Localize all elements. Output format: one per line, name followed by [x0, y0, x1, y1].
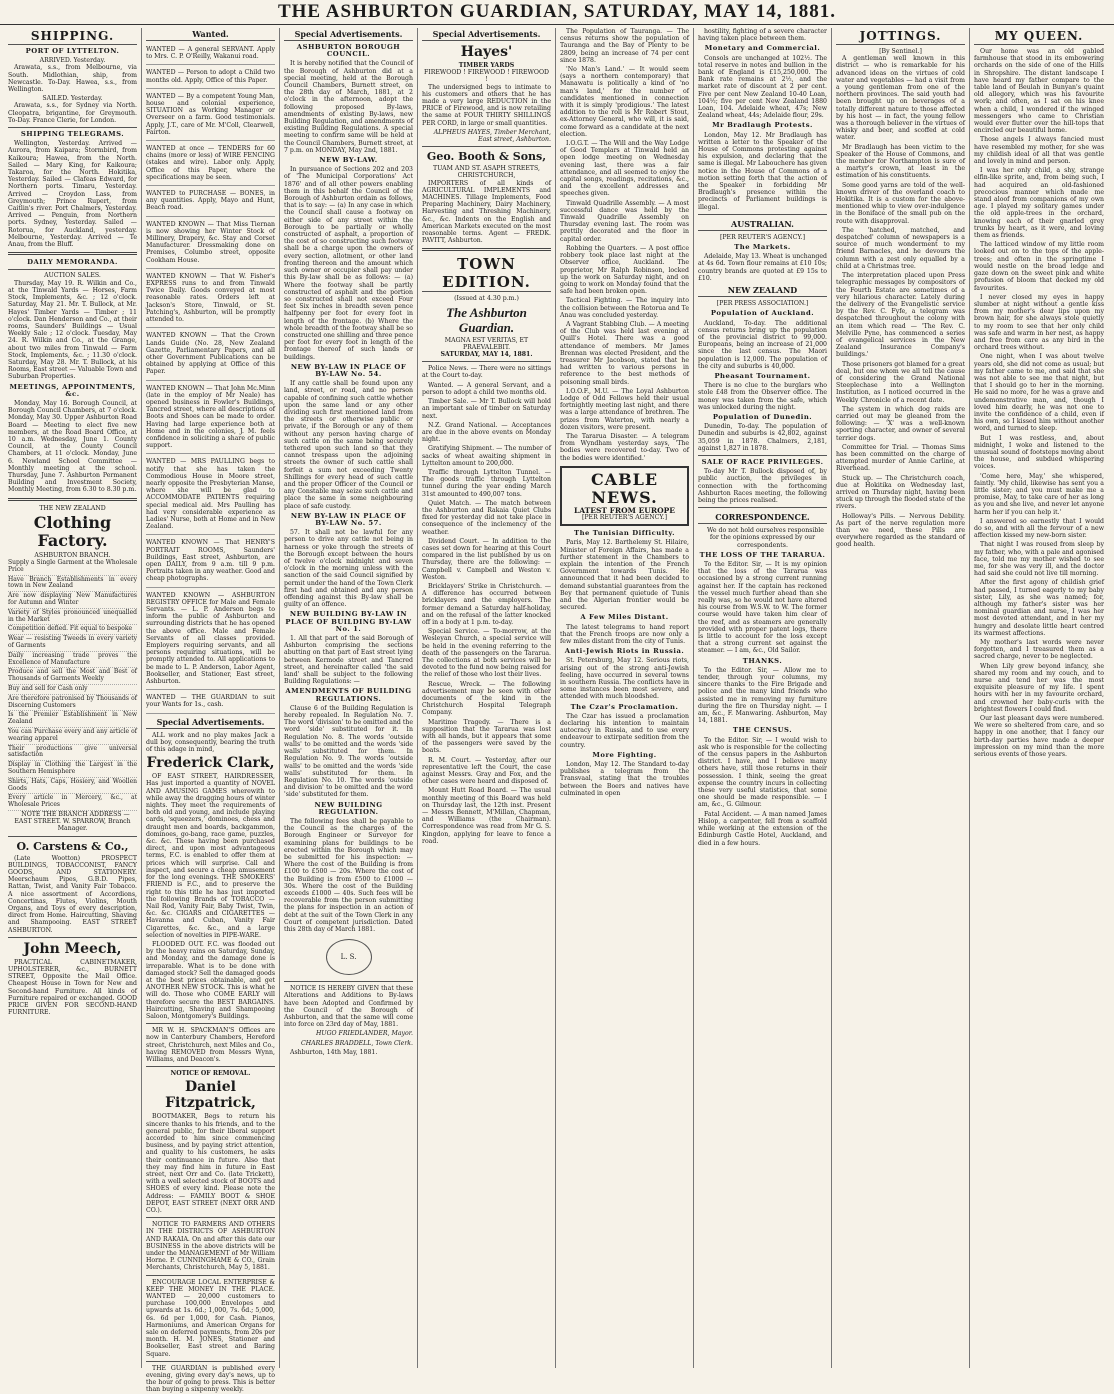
- news-item: R. M. Court. — Yesterday, after our representative left the Court, the case against Messrs. Gray and Fox, and the other cases were heard and disposed of.: [422, 756, 551, 786]
- auckland-heading: Population of Auckland.: [710, 309, 815, 318]
- clothing-row: Produce and sell the Most and Best of Thousands of Garments Weekly: [8, 668, 137, 685]
- fitzpatrick-title: Daniel Fitzpatrick,: [165, 1079, 256, 1112]
- ad-text: WANTED KNOWN — That John Mc.Minn (late in the employ of Mr Neale) has opened business in Fowler's Buildings, Tancred street, where all descriptions of Boots and Shoes can be made to order. Having had large experience both at Home and in the colonies, J. M. feels confidence in soliciting a share of public support.: [146, 384, 275, 450]
- news-item: Gratifying Shipment. — The number of sacks of wheat awaiting shipment in Lyttelton amount to 200,000.: [422, 445, 551, 467]
- tournament-text: There is no clue to the burglars who stole £48 from the Observer office. The money was taken from the safe, which was unlocked during the night.: [698, 382, 827, 411]
- thanks-text: To the Editor. Sir, — Allow me to tender, through your columns, my sincere thanks to the Fire Brigade and police and the many kind friends who assisted me in removing my furniture during the fire on Thursday night. — I am, &c., F. Manwaring. Ashburton, May 14, 1881.: [698, 666, 827, 725]
- news-item: Wanted. — A general Servant, and a person to adopt a child two months old.: [422, 381, 551, 396]
- shipping-heading: SHIPPING.: [8, 28, 137, 45]
- divider: [8, 127, 137, 128]
- council-dateline: Ashburton, 14th May, 1881.: [290, 1048, 378, 1056]
- newspaper-columns: [4, 28, 1110, 1394]
- jottings-para: Those prisoners got blamed for a great deal, but one whom we all tell the cause of considering the Grand National Steeplechase into a Wellington Institution, as I noticed occurred in the Weekly Chronicle of a recent date.: [836, 360, 965, 404]
- divider: [146, 1361, 275, 1362]
- auction-text: Thursday, May 19. R. Wilkin and Co., at the Tinwald Yards — Horses, Farm Stock, Implements, &c. ; 12 o'clock. Saturday, May 21. Mr. T. Bullock, at Mr. Hayes' Timber Yards — Timber ; 11 o'clock. Dan Henderson and Co., at their rooms, Saunders' Buildings — Usual Weekly Sale ; 12 o'clock. Tuesday, May 24. R. Wilkin and Co., at the Grange, about two miles from Tinwald — Farm Stock, Implements, &c. ; 11.30 o'clock. Saturday, May 28. Mr. T. Bullock, at his Rooms, East street — Valuable Town and Suburban Properties.: [8, 279, 137, 381]
- auction-heading: AUCTION SALES.: [44, 272, 101, 280]
- correspondence-heading: CORRESPONDENCE.: [698, 511, 827, 524]
- divider: [698, 455, 827, 456]
- story-para: One night, when I was about twelve years old, she did not come as usual; but my father came to me, and said that she was not able to see me that night, but that I should go to her in the morning. He said no more, for he was a grave and undemonstrative man, and, though I loved him dearly, he was not one to invite the confidence of a child, even if his own, so I kissed him without another word, and turned to sleep.: [974, 353, 1104, 433]
- news-item: Tinwald Quadrille Assembly. — A most successful dance was held by the Tinwald Quadrille Assembly on Thursday evening last. The room was prettily decorated and the floor in capital order.: [560, 199, 689, 243]
- ad-text: WANTED KNOWN — ASHBURTON REGISTRY OFFICE for Male and Female Servants. — L. P. Anderson begs to inform the public of Ashburton and surrounding districts that he has opened the above office. Male and Female Servants of all classes provided. Employers requiring servants, and all persons requiring situations, will be promptly attended to. All applications to be made to L. P. Anderson, Labor Agent, Bookseller, and Stationer, East street, Ashburton.: [146, 591, 275, 686]
- tararua-heading: THE LOSS OF THE TARARUA.: [699, 550, 826, 559]
- wanted-ad: [146, 67, 275, 88]
- story-para: That night I was roused from sleep by my father, who, with a pale and agonised face, told me my mother wished to see me, for she was very ill, and the doctor had said she could not live till morning.: [974, 541, 1104, 578]
- czar-text: The Czar has issued a proclamation declaring his intention to maintain autocracy in Russia, and to use every endeavour to extirpate sedition from the country.: [560, 712, 689, 749]
- column-local-news-cable: [556, 28, 694, 1368]
- special-heading: Special Advertisements.: [422, 28, 551, 41]
- race-text: To-day Mr T. Bullock disposed of, by public auction, the privileges in connection with the forthcoming Ashburton Races meeting, the following being the prices realised.: [698, 468, 827, 504]
- divider: [146, 1217, 275, 1218]
- notice-text: NOTICE IS HEREBY GIVEN that these Alterations and Additions to By-laws have been Adopted and Confirmed by the Council of the Borough of Ashburton, and that the same will come into force on 23rd day of May, 1881.: [284, 985, 413, 1029]
- jottings-para: Some good yarns are told of the well-known driver of the overland coach to Hokitika. It is a custom for the above-mentioned whip to view over-indulgence in the Boniface of the small pub on the route with disapproval.: [836, 181, 965, 225]
- cable-news-heading: CABLE NEWS.: [590, 469, 659, 507]
- column-telegrams-correspondence: [694, 28, 832, 1368]
- ad-text: WANTED KNOWN — That W. Fisher's EXPRESS runs to and from Tinwald Twice Daily. Goods conveyed at most reasonable rates. Orders left at Jackson's Store, Tinwald, or St. Patching's, Ashburton, will be promptly attended to.: [146, 272, 275, 324]
- clothing-row: Variety of Styles pronounced unequalled in the Market: [8, 609, 137, 626]
- masthead: THE ASHBURTON GUARDIAN, SATURDAY, MAY 14, 1881.: [0, 0, 1114, 25]
- story-para: I was her only child, a shy, strange elfin-like sprite, and, from being such, I had acquired an old-fashioned precocious manner which made me stand aloof from companions of my own age. I played my solitary games under the old apple-trees in the orchard, knowing each of their gnarled grey trunks by heart, as it were, and loving them as friends.: [974, 167, 1104, 240]
- booth-address: TUAM AND ST. ASAPH STREETS, CHRISTCHURCH,: [433, 165, 540, 180]
- ad-text: WANTED KNOWN — That Miss Tiernan is now showing her Winter Stock of Millinery, Drapery, &c. Stay and Corset Manufacturer. Dressmaking done on Premises, Columbo street, opposite Cookham House.: [146, 220, 275, 264]
- removal-notice: NOTICE OF REMOVAL.: [170, 1070, 251, 1078]
- ad-text: WANTED — Person to adopt a Child two months old. Apply, Office of this Paper.: [146, 69, 275, 84]
- hayes-signature: ALPHEUS HAYES, Timber Merchant, East street, Ashburton.: [433, 128, 551, 144]
- amendments-heading: AMENDMENTS OF BUILDING REGULATIONS.: [285, 687, 412, 703]
- divider: [8, 252, 137, 255]
- divider: [422, 248, 551, 251]
- riots-text: St. Petersburg, May 12. Serious riots, arising out of the strong anti-Jewish feeling, have occurred in several towns in southern Russia. The conflicts have in some instances been most severe, and attended with much bloodshed.: [560, 657, 689, 701]
- markets-text: Adelaide, May 13. Wheat is unchanged at 4s 6d. Town flour remains at £10 10s; country brands are quoted at £9 15s to £10.: [698, 253, 827, 282]
- spackman-text: MR W. H. SPACKMAN'S Offices are now in Canterbury Chambers, Hereford street, Christchurch, next Miles and Co., having REMOVED from Messrs Wynn, Williams, and Deacon's.: [146, 1027, 275, 1063]
- clothing-row: You can Purchase every and any article of wearing apparel: [8, 728, 137, 745]
- news-item: Bricklayers' Strike in Christchurch. — A difference has occurred between bricklayers and the employers. The former demand a Saturday half-holiday, and on the refusal of the latter knocked off in a body at 1 p.m. to-day.: [422, 582, 551, 626]
- seal-mark: L. S.: [326, 939, 372, 975]
- story-para: But I was restless, and, about midnight, I woke and listened to the unusual sound of footsteps moving about the house, and subdued whispering voices.: [974, 434, 1104, 471]
- dunedin-text: Dunedin, To-day. The population of Dunedin and suburbs is 42,802, against 35,059 in 1878. Chalmers, 2,181, against 1,827 in 1878.: [698, 423, 827, 452]
- farmers-notice: NOTICE TO FARMERS AND OTHERS IN THE DISTRICTS OF ASHBURTON AND RAKAIA. On and after this date our BUSINESS in the above districts will be under the MANAGEMENT of Mr William Horne. P. CUNNINGHAME & CO., Grain Merchants, Christchurch, May 5, 1881.: [146, 1221, 275, 1272]
- column-hayes-town-edition: [418, 28, 556, 1368]
- jottings-para: The interpretation placed upon Press telegraphic messages by compositors of the Fourth Estate are sometimes of a very hilarious character. Lately during the delivery of the Evangelistic service by the Rev. C. Fyfe, a telegram was despatched throughout the colony with an item which read — 'The Rev. C. Melville Pyne, has commenced a series of evangelical services in the New Zealand Insurance Company's buildings.': [836, 272, 965, 359]
- clothing-row: Is the Premier Establishment in New Zealand: [8, 711, 137, 728]
- news-item: The Population of Tauranga. — The census returns show the population of Tauranga and the Bay of Plenty to be 2809, being an increase of 74 per cent since 1878.: [560, 28, 689, 64]
- tunisian-text: Paris, May 12. Barthelemy St. Hilaire, Minister of Foreign Affairs, has made a further statement in the Chambers to explain the intention of the French Government towards Tunis. He announced that it had been decided to demand substantial guarantees from the Bey that permanent quietude of Tunis and the Algerian frontier would be secured.: [560, 539, 689, 612]
- clothing-row: Buy and sell for Cash only: [8, 685, 137, 695]
- carstens-title: O. Carstens & Co.,: [16, 839, 129, 853]
- clothing-row: Their productions give universal satisfaction: [8, 745, 137, 762]
- ad-text: WANTED — THE GUARDIAN to suit your Wants for 1s., cash.: [146, 694, 275, 709]
- telegrams-heading: SHIPPING TELEGRAMS.: [20, 130, 125, 139]
- bylaw-heading: NEW BY-LAW.: [319, 156, 378, 165]
- census-text: To the Editor. Sir, — I would wish to ask who is responsible for the collecting of the census papers in the Ashburton district. I have, and I believe many others have, still those returns in their possession. I think, seeing the great expense the country incurs in collecting these very useful statistics, that some one should be made responsible. — I am, &c., G. Gilmour.: [698, 736, 827, 809]
- story-para: I answered so earnestly that I would do so, and with all the fervour of a new affection kissed my new-born sister.: [974, 517, 1104, 540]
- column-shipping: [4, 28, 142, 1368]
- story-para: After the first agony of childish grief had passed, I turned eagerly to my baby sister, Lily, as she was named; for, although my father's sister was her nominal guardian and nurse, I was her most devoted attendant, and in her my hungry and desolate little heart centred its warmest affections.: [974, 579, 1104, 637]
- news-item: I.O.O.F., M.U. — The Loyal Ashburton Lodge of Odd Fellows held their usual fortnightly meeting last night, and there was a large attendance of brethren. The prizes from Waterton, with nearly a dozen visitors, were present.: [560, 387, 689, 431]
- clothing-row: Wear — resisting Tweeds in every variety of Garments: [8, 635, 137, 652]
- news-item: A Vagrant Stabbing Club. — A meeting of the Club was held last evening at Quill's Hotel. There was a good attendance of members. Mr James Brennan was elected President, and the treasurer Mr Jacobson, stated that he had written to various persons in reference to the best methods of poisoning small birds.: [560, 320, 689, 386]
- bylaw54-text: If any cattle shall be found upon any land, street, or road, and no person capable of confining such cattle whether upon the same land or any other dividing such first mentioned land from the streets or otherwise public or private, if the Borough or any of them without any person having charge of such cattle on the same being securely tethered upon such land so that they cannot trespass upon the adjoining streets the owner of such cattle shall forfeit a sum not exceeding Twenty Shillings for every head of such cattle and the proper Officer of the Council or any Constable may seize such cattle and place the same in some neighbouring place of safe custody.: [284, 380, 413, 510]
- clothing-factory-title: Clothing Factory.: [33, 512, 112, 550]
- ad-text: WANTED KNOWN — That the Crown Lands Guide (No. 28, New Zealand Gazette, Parliamentary Papers, and all other Government Publications can be obtained by applying at Office of this Paper.: [146, 332, 275, 376]
- clothing-row: Have Branch Establishments in every town in New Zealand: [8, 576, 137, 593]
- news-item: Tactical Fighting. — The inquiry into the collision between the Rotorua and Te Anau was concluded yesterday.: [560, 297, 689, 319]
- story-para: Our home was an old gabled farmhouse that stood in its embowering orchards on the side of one of the Hills in Shropshire. The distant landscape I have heard my father compare to the table land of Beulah in Bunyan's quaint old allegory, which was his favourite work; and often, as I sat on his knee when a child, I wondered if the winged messengers who came to Christian would ever flutter over the hill-tops that encircled our beautiful home.: [974, 48, 1104, 135]
- my-queen-heading: MY QUEEN.: [974, 28, 1104, 45]
- wanted-heading: Wanted.: [146, 28, 275, 41]
- council-text: It is hereby notified that the Council of the Borough of Ashburton did at a special meeting, held at the Borough Council Chambers, Burnett street, on the 28th day of March, 1881, at 2 o'clock in the afternoon, adopt the following proposed By-laws, amendments of existing By-laws, new Building Regulation, and amendments of existing Building Regulations. A special meeting to confirm same will be held at the Council Chambers, Burnett street, at 7 p.m. on MONDAY, May 2nd, 1881.: [284, 60, 413, 154]
- jottings-heading: JOTTINGS.: [836, 28, 965, 45]
- wanted-ad: [146, 692, 275, 713]
- news-item: Police News. — There were no sittings at the Court to-day.: [422, 365, 551, 380]
- news-item: Fatal Accident. — A man named James Hislop, a carpenter, fell from a scaffold while working at the extension of the Edinburgh Castle Hotel, Auckland, and died in a few hours.: [698, 810, 827, 847]
- bradlaugh-heading: Mr Bradlaugh Protests.: [712, 121, 813, 130]
- cable-news-box: [560, 466, 689, 526]
- news-item: Rescue, Wreck. — The following advertisement may be seen with other documents of the kind in the Christchurch Hospital Telegraph Company.: [422, 680, 551, 717]
- divider: [146, 1066, 275, 1067]
- guardian-ad: THE GUARDIAN is published every evening, giving every day's news, up to the hour of going to press. This is better than buying a sixpenny weekly.: [146, 1364, 275, 1394]
- news-item: Traffic through Lyttelton Tunnel. — The goods traffic through Lyttelton tunnel during the year ending March 31st amounted to 490,007 tons.: [422, 468, 551, 498]
- bylaw57-heading: NEW BY-LAW IN PLACE OF BY-LAW No. 57.: [290, 511, 407, 527]
- clark-title: Frederick Clark,: [146, 755, 275, 772]
- news-item: I.O.G.T. — The Will and the Way Lodge of Good Templars at Tinwald held an open lodge meeting on Wednesday evening last, there was a fair attendance, and all seemed to enjoy the capital songs, readings, recitations, &c., and the excellent addresses and speeches given.: [560, 140, 689, 198]
- news-item: hostility, fighting of a severe character having taken place between them.: [698, 28, 827, 43]
- story-para: My mother's last words were never forgotten, and I treasured them as a sacred charge, never to be neglected.: [974, 639, 1104, 661]
- wanted-ad: [146, 143, 275, 186]
- clark-intro: ALL work and no play makes Jack a dull boy, consequently, bearing the truth of this adage in mind,: [146, 731, 275, 754]
- guardian-motto: MAGNA EST VERITAS, ET PRAEVALEBIT.: [444, 336, 529, 351]
- amendments-text: Clause 6 of the Building Regulation is hereby repealed. In Regulation No. 7. The word 'division' to be omitted and the word 'side' substituted for it. In Regulation No. 8. The words 'outside walls' to be omitted and the words 'side walls' substituted for them. In Regulation No. 9. The words 'outside walls' to be omitted and the words 'side walls' substituted for them. In Regulation No. 10. The words 'outside and division' to be omitted and the word 'side' substituted for them.: [284, 704, 413, 799]
- divider: [8, 937, 137, 938]
- news-item: Dividend Court. — In addition to the cases set down for hearing at this Court compared in the list published by us on Thursday, there are the following: — Campbell v. Campbell and Weston v. Weston.: [422, 537, 551, 581]
- wanted-ad: [146, 537, 275, 587]
- monetary-text: Consols are unchanged at 102½. The total reserve in notes and bullion in the bank of England is £15,250,000. The Bank rate remains at 2½, and the market rate of discount at 2 per cent. Five per cent New Zealand 10-40 Loan, 104½; five per cent New Zealand 1880 Loan, 104. Adelaide wheat, 47s; New Zealand wheat, 44s; Adelaide flour, 29s.: [698, 54, 827, 120]
- clothing-row: Every article in Mercery, &c., at Wholesale Prices: [8, 794, 137, 811]
- tararua-text: To the Editor. Sir, — It is my opinion that the loss of the Tararua was occasioned by a strong current running against her. If the captain has reckoned the vessel much further ahead than she really was, so he would not have altered his course from W.S.W. to W. The former course would have taken him clear of the reef, and as steamers are generally provided with proper patent logs, there is little to account for the loss except that a strong current set against the steamer. — I am, &c., Old Sailor.: [698, 560, 827, 655]
- wanted-ad: [146, 383, 275, 455]
- clothing-row: Daily increasing trade proves the Excellence of Manufacture: [8, 652, 137, 669]
- meetings-heading: MEETINGS, APPOINTMENTS, &c.: [9, 382, 136, 398]
- hayes-subtitle: TIMBER YARDS: [458, 62, 515, 69]
- divider: [422, 361, 551, 362]
- markets-heading: The Markets.: [734, 243, 791, 252]
- story-para: Those angels I always fancied must have resembled my mother, for she was my childish ideal of all that was gentle and lovely in mind and person.: [974, 136, 1104, 166]
- ad-text: WANTED — A general SERVANT. Apply to Mrs. C. P. O'Reilly, Wakanui road.: [146, 46, 275, 61]
- tunisian-heading: The Tunisian Difficulty.: [574, 529, 675, 538]
- jottings-para: Stuck up. — The Christchurch coach, due at Hokitika on Wednesday last, arrived on Thursday night, having been stuck up through the flooded state of the rivers.: [836, 474, 965, 511]
- clothing-branch: ASHBURTON BRANCH.: [34, 551, 111, 559]
- news-item: N.Z. Grand National. — Acceptances are due in the above events on Monday night.: [422, 421, 551, 444]
- divider: [698, 507, 827, 508]
- divider: [146, 1275, 275, 1276]
- port-heading: PORT OF LYTTELTON.: [25, 47, 120, 55]
- fighting-text: London, May 12. The Standard to-day publishes a telegram from the Transvaal, stating that the troubles between the Boers and natives have culminated in open: [560, 761, 689, 797]
- bylaw54-heading: NEW BY-LAW IN PLACE OF BY-LAW No. 54.: [290, 362, 407, 378]
- clothing-row: Are therefore patronised by Thousands of Discerning Customers: [8, 695, 137, 712]
- news-item: Maritime Tragedy. — There is a supposition that the Tararua was lost with all hands, but it appears that some of the passengers were saved by the boats.: [422, 718, 551, 755]
- hayes-text: The undersigned begs to intimate to his customers and others that he has made a very large REDUCTION in the PRICE of Firewood, and is now retailing the same at FOUR THIRTY SHILLINGS PER CORD, in large or small quantities.: [422, 83, 551, 127]
- cable-news-subheading: LATEST FROM EUROPE: [574, 505, 675, 515]
- thanks-heading: THANKS.: [742, 656, 783, 665]
- jottings-para: A gentleman well known in this district — who is remarkable for his advanced ideas on the virtues of cold water and vegetables — had a visit from a young gentleman from one of the northern provinces. The said youth had been brought up on beverages of a totally different nature to those affected by his host — in fact, the young fellow was a thorough believer in the virtues of whisky and beer, and scoffed at cold water.: [836, 55, 965, 142]
- news-item: Special Service. — To-morrow, at the Wesleyan Church, a special service will be held in the evening referring to the death of the passengers on the Tararua. The collections at both services will be devoted to the fund now being raised for the relief of those who lost their lives.: [422, 628, 551, 679]
- monetary-heading: Monetary and Commercial.: [704, 44, 821, 53]
- divider: [698, 214, 827, 215]
- australian-agency: [PER REUTER'S AGENCY.]: [719, 233, 806, 241]
- news-item: 'No Man's Land.' — It would seem (says a northern contemporary) that Manawatu is politically a kind of 'no man's land,' for the number of candidates mentioned in connection with it is simply 'prodigious.' The latest addition to the roll is Mr Robert Stout, ex-Attorney General, who will, it is said, come forward as a candidate at the next election.: [560, 66, 689, 138]
- booth-text: IMPORTERS of all kinds of AGRICULTURAL IMPLEMENTS and MACHINES. Tillage Implements, Food Preparing Machinery, Dairy Machinery, Harvesting and Threshing Machinery, &c., &c. Indents on the English and American Markets executed on the most reasonable terms. Agent — FREDK. PAVITT, Ashburton.: [422, 179, 551, 245]
- wanted-ad: [146, 456, 275, 535]
- building-bylaw-heading: NEW BUILDING BY-LAW IN PLACE OF BUILDING BY-LAW No. 1.: [285, 610, 412, 633]
- clothing-footer: NOTE THE BRANCH ADDRESS — EAST STREET. W. SPARROW, Branch Manager.: [14, 810, 131, 833]
- nz-agency: [PER PRESS ASSOCIATION.]: [716, 300, 809, 308]
- council-title: ASHBURTON BOROUGH COUNCIL.: [296, 43, 401, 59]
- wanted-ad: [146, 271, 275, 328]
- divider: [422, 146, 551, 147]
- correspondence-note: We do not hold ourselves responsible for the opinions expressed by our correspondents.: [707, 527, 824, 549]
- carstens-text: (Late Wootton) PROSPECT BUILDINGS, TOBACCONIST, FANCY GOODS, AND STATIONERY. Meerschaum Pipes, G.B.D. Pipes, Rattan, Twist, and Vanity Fair Tobacco. A nice assortment of Accordions, Concertinas, Flutes, Violins, Mouth Organs, and Toys of every description, direct from Home. Haircutting, Shaving and Shampooing. EAST STREET ASHBURTON.: [8, 854, 137, 934]
- clark-text: OF EAST STREET, HAIRDRESSER, Has just imported a quantity of NOVEL AND AMUSING GAMES wherewith to while away the dragging hours of winter nights. They meet the requirements of both old and young, and include playing cards, 'squeezers,' dominoes, chess and draught men and boards, backgammon, dominoes, go-bang, race game, puzzles, &c. &c. These having been purchased direct, and upon most advantageous terms, F.C. is enabled to offer them at prices which will surprise. Call and inspect, and secure a cheap amusement for the long evenings. THE SMOKERS' FRIEND is F.C., and to preserve the right to this title he has just imported the following Brands of TOBACCO — Nail Rod, Vanity Fair, Baby Twist, Twin, &c. &c. CIGARS and CIGARETTES — Havanna and Cuban, Vanity Fair Cigarettes, &c. &c., and a large selection of novelties in PIPE-WARE.: [146, 773, 275, 939]
- story-para: Our last pleasant days were numbered. We were so sheltered from care, and so happy in one another, that I fancy our birth-day parties have made a deeper impression on my mind than the more serious events of those years.: [974, 715, 1104, 759]
- jottings-para: The system in which dog raids are carried out may be gleaned from the following: — 'X' was a well-known sporting character, and owner of several terrier dogs.: [836, 405, 965, 442]
- sailings-text: Arawata, s.s., for Sydney via North. Cleopatra, brigantine, for Greymouth. To-Day. France Clerie, for London.: [8, 102, 137, 124]
- clothing-row: Display in Clothing the Largest in the Southern Hemisphere: [8, 761, 137, 778]
- bradlaugh-text: London, May 12. Mr Bradlaugh has written a letter to the Speaker of the House of Commons protesting against his expulsion, and declaring that the same is illegal. Mr Labouchere has given notice in the House of Commons of a motion setting forth that the action of the Speaker in forbidding Mr Bradlaugh's presence within the precincts of Parliament buildings is illegal.: [698, 131, 827, 211]
- auckland-text: Auckland, To-day. The additional census returns bring up the population of the provincial district to 99,000. Europeans, being an increase of 21,000 since the last census. The Maori population is 12,000. The population of the city and suburbs is 40,000.: [698, 319, 827, 370]
- news-item: Mount Hutt Road Board. — The usual monthly meeting of this Board was held on Thursday last, the 12th inst. Present — Messrs Bennett, M'Millan, Chapman, and Williams (the Chairman). Correspondence was read from Mr G. S. Kingdon, applying for leave to fence a road.: [422, 787, 551, 845]
- fighting-heading: More Fighting.: [592, 750, 657, 759]
- news-item: Timber Sale. — Mr T. Bullock will hold an important sale of timber on Saturday next.: [422, 398, 551, 420]
- ad-text: WANTED at once — TENDERS for 60 chains (more or less) of WIRE FENCING (stakes and wire). Labor only. Apply, Office of this Paper, where the specifications may be seen.: [146, 145, 275, 181]
- meech-text: PRACTICAL CABINETMAKER, UPHOLSTERER, &c., BURNETT STREET, Opposite the Mail Office. Cheapest House in Town for New and Second-hand Furniture. All kinds of Furniture repaired or exchanged. GOOD PRICE GIVEN FOR SECOND-HAND FURNITURE.: [8, 958, 137, 1017]
- column-council: [280, 28, 418, 1368]
- wanted-ad: [146, 219, 275, 269]
- dunedin-heading: Population of Dunedin.: [712, 412, 813, 421]
- mayor-signature: HUGO FRIEDLANDER, Mayor.: [315, 1030, 413, 1038]
- arrivals-text: Arawata, s.s., from Melbourne, via South. Midlothian, ship, from Newcastle. To-Day. Hawea, s.s., from Wellington.: [8, 64, 137, 94]
- clothing-rows: [8, 559, 137, 811]
- cable-agency: [PER REUTER'S AGENCY.]: [581, 513, 668, 521]
- news-item: Robbing the Quarters. — A post office robbery took place last night at the Observer office, Auckland. The proprietor, Mr Ralph Robinson, locked up the work on Saturday night, and on going to work on Monday found that the safe had been broken open.: [560, 244, 689, 296]
- wanted-ad: [146, 330, 275, 380]
- jottings-para: The 'hatched, matched, and despatched' column of newspapers is a source of much wonderment to my friend Barnacles, and he devours the column with a zest only equalled by a child at a Christmas tree.: [836, 226, 965, 270]
- tournament-heading: Pheasant Tournament.: [714, 371, 811, 380]
- clothing-row: Supply a Single Garment at the Wholesale Price: [8, 559, 137, 576]
- wanted-ad: [146, 188, 275, 217]
- hayes-firewood: FIREWOOD ! FIREWOOD ! FIREWOOD !: [424, 69, 549, 84]
- clothing-row: Are now displaying New Manufactures for Autumn and Winter: [8, 592, 137, 609]
- hayes-title: Hayes': [460, 44, 513, 60]
- australian-heading: AUSTRALIAN.: [698, 218, 827, 231]
- ad-text: WANTED to PURCHASE — BONES, in any quantities. Apply, Mayo and Hunt, Beach road.: [146, 190, 275, 212]
- booth-title: Geo. Booth & Sons,: [426, 150, 547, 164]
- clerk-signature: CHARLES BRADDELL, Town Clerk.: [300, 1039, 413, 1047]
- census-heading: THE CENSUS.: [732, 726, 793, 735]
- clothing-row: Competition defied. Fit equal to bespoke: [8, 625, 137, 635]
- news-item: Quiet Match. — The match between the Ashburton and Rakaia Quiet Clubs fixed for yesterday did not take place in consequence of the inclemency of the weather.: [422, 499, 551, 536]
- column-wanted: [142, 28, 280, 1394]
- new-building-text: The following fees shall be payable to the Council as the charges of the Borough Engineer or Surveyor for examining plans for buildings to be erected within the Borough which may be submitted for his inspection: — Where the cost of the Building is from £100 to £500 — 20s. Where the cost of the Building is from £500 to £1000 — 30s. Where the cost of the Building exceeds £1000 — 40s. Such fees will be recoverable from the person submitting the plans for inspection in an action of debt at the suit of the Town Clerk in any Court of competent jurisdiction. Dated this 28th day of March 1881.: [284, 817, 413, 933]
- flooded-text: FLOODED OUT. F.C. was flooded out by the heavy rains on Saturday, Sunday, and Monday, and the damage done is irreparable. What is to be done with damaged stock? Sell the damaged goods at the best prices obtainable, and get ANOTHER NEW STOCK. This is what he will do. Those who COME EARLY will therefore secure the BEST BARGAINS. Haircutting, Shaving and Shampooing Saloon, Montgomery's Buildings.: [146, 940, 275, 1020]
- wanted-ad: [146, 44, 275, 65]
- meech-title: John Meech,: [23, 940, 122, 957]
- race-heading: SALE OF RACE PRIVILEGES.: [701, 457, 824, 466]
- fewmiles-text: The latest telegrams to hand report that the French troops are now only a few miles distant from the city of Tunis.: [560, 623, 689, 646]
- divider: [284, 981, 413, 982]
- bylaw57-text: 57. It shall not be lawful for any person to drive any cattle not being in harness or yoke through the streets of the Borough except between the hours of twelve o'clock midnight and seven o'clock in the morning unless with the sanction of the said Council signified by permit under the hand of the Town Clerk first had and obtained and any person offending against this By-law shall be guilty of an offence.: [284, 529, 413, 609]
- memoranda-heading: DAILY MEMORANDA.: [27, 258, 118, 267]
- jottings-para: Holloway's Pills. — Nervous Debility. As part of the nerve regulation more than we need, these Pills are everywhere regarded as the standard of good health.: [836, 512, 965, 549]
- column-my-queen: [970, 28, 1108, 1368]
- town-edition-heading: TOWN EDITION.: [422, 255, 551, 292]
- bylaw-text: In pursuance of Sections 202 and 203 of 'The Municipal Corporations' Act 1876' and of all other powers enabling them in this behalf the Council of the Borough of Ashburton ordain as follows, that is to say: — (a) In any case in which the Council shall cause a footway on either side of any street within the Borough to be partially or wholly constructed of asphalt, a proportion of the cost of so constructing such footway shall be a charge upon the owners of every section, allotment, or other land fronting thereon and the amount which such owner or occupier shall pay under this By-law shall be as follows: — (a) Where the footway shall be partly constructed of asphalt and the portion so constructed shall not exceed Four feet Six inches in breadth seven pence halfpenny per foot for every foot in length of the frontage. (b) Where the whole breadth of the footway shall be so constructed one shilling and three pence per foot for every foot in length of the frontage thereof of such lands or buildings.: [284, 166, 413, 361]
- issued-time: (Issued at 4.30 p.m.): [454, 295, 519, 303]
- riots-heading: Anti-Jewish Riots in Russia.: [564, 647, 685, 656]
- arrived-label: ARRIVED. Yesterday.: [39, 57, 106, 65]
- clothing-row: Shirts, Hats, Caps, Hosiery, and Woollen Goods: [8, 778, 137, 795]
- sailed-label: SAILED. Yesterday.: [42, 95, 103, 103]
- story-para: 'Come here, May,' she whispered, faintly. 'My child, likewise has sent you a little sister; and you must make me a promise, May, to take care of her as long as you and she live, and never let anyone harm her if you can help it.': [974, 472, 1104, 516]
- jottings-para: Mr Bradlaugh has been victim to the Speaker of the House of Commons, and the member for Northampton is sure of a martyr's crown, at least in the estimation of his constituents.: [836, 143, 965, 180]
- special-heading: Special Advertisements.: [284, 28, 413, 41]
- column-jottings: [832, 28, 970, 1368]
- fewmiles-heading: A Few Miles Distant.: [580, 613, 669, 622]
- new-building-heading: NEW BUILDING REGULATION.: [314, 800, 383, 816]
- ad-text: WANTED — By a competent Young Man, house and colonial experience, SITUATION as Working Manager or Overseer on a farm. Good testimonials. Apply, J.T., care of Mr. M'Coll, Clearwell, Fairton.: [146, 92, 275, 136]
- divider: [8, 498, 137, 501]
- building-bylaw-text: 1. All that part of the said Borough of Ashburton comprising the sections abutting on that part of East street lying between Kermode street and Tancred street, and hereinafter called 'the said land' shall be subject to the following Building Regulations: —: [284, 635, 413, 686]
- jottings-para: Committee for Trial. — Thomas Sims has been committed on the charge of attempted murder of Annie Carline, at Riverhead.: [836, 443, 965, 473]
- divider: [146, 1023, 275, 1024]
- divider: [8, 836, 137, 837]
- nz-heading: NEW ZEALAND: [698, 284, 827, 297]
- guardian-nameplate: The Ashburton Guardian.: [446, 304, 527, 335]
- clothing-head: THE NEW ZEALAND: [39, 504, 106, 512]
- meetings-text: Monday, May 16. Borough Council, at Borough Council Chambers, at 7 o'clock. Monday, May 30. Upper Ashburton Road Board — Meeting to elect five new members, at the Road Board Office, at 10 a.m. Wednesday, June 1. County Council, at the County Council Chambers, at 11 o'clock. Monday, June 6. Newland School Committee — Monthly meeting at the school. Thursday, June 7. Ashburton Permanent Building and Investment Society, Monthly Meeting, from 6.30 to 8.30 p.m.: [8, 399, 137, 494]
- story-para: I never closed my eyes in happy slumber at night without a gentle kiss from my mother's dear lips upon my brown hair, for she always stole quietly to my room to see that her only child was safe and warm in her nest, as happy and free from care as any bird in the orchard trees without.: [974, 293, 1104, 352]
- ad-text: WANTED — MRS PAULLING begs to notify that she has taken the Commodious House in Moore street, nearly opposite the Presbyterian Manse, where she will be glad to ACCOMMODATE PATIENTS requiring special medical aid. Mrs Paulling has had very considerable experience as Ladies' Nurse, both at Home and in New Zealand.: [146, 458, 275, 531]
- wanted-ad: [146, 590, 275, 691]
- ad-text: WANTED KNOWN — That HENRY'S PORTRAIT ROOMS, Saunders' Buildings, East street, Ashburton, are open DAILY, from 9 a.m. till 9 p.m. Portraits taken in any weather. Good and cheap photographs.: [146, 539, 275, 583]
- encourage-ad: ENCOURAGE LOCAL ENTERPRISE & KEEP THE MONEY IN THE PLACE. WANTED — 20,000 customers to purchase 100,000 Envelopes and upwards at 1s. 6d.; 1,000, 7s. 6d.; 5,000, 6s. 6d per 1,000, for Cash. Pianos, Harmoniums, and American Organs for sale on deferred payments, from 20s per month. H. M. JONES, Stationer and Bookseller, East street and Baring Square.: [146, 1278, 275, 1358]
- special-heading: Special Advertisements.: [146, 716, 275, 729]
- czar-heading: The Czar's Proclamation.: [570, 702, 679, 711]
- news-item: The Tararua Disaster. — A telegram from Wyndham yesterday says, 'The bodies were recovered to-day. Two of the bodies were identified.': [560, 432, 689, 462]
- story-para: When Lily grew beyond infancy, she shared my room and my couch, and to nurse and tend her was the most exquisite pleasure of my life. I spent hours with her in my favourite orchard, and crowned her baby-curls with the brightest flowers I could find.: [974, 662, 1104, 713]
- telegrams-text: Wellington, Yesterday. Arrived — Aurora, from Kaipara; Stormbird, from Kaikoura; Hawea, from the North. Sailed — Mary King, for Kaikoura; Takaroa, for the North. Hokitika, Yesterday. Sailed — Clafeas Edward, for Northern ports. Timaru, Yesterday. Arrived — Croydon Lass, from Greymouth; Prince Rupert, from Caitlin's river. Port Chalmers, Yesterday. Arrived — Penguin, from Northern ports. Sydney, Yesterday. Sailed — Rotorua, for Auckland, yesterday. Melbourne, Yesterday. Arrived — Te Anau, from the Bluff.: [8, 140, 137, 249]
- jottings-byline: [By Sentinel.]: [879, 48, 922, 55]
- edition-dateline: SATURDAY, MAY 14, 1881.: [440, 351, 533, 359]
- wanted-ad: [146, 91, 275, 141]
- story-para: The latticed window of my little room looked out on to the tops of the apple-trees; and often in the springtime I would nestle on the broad ledge and gaze down on the sweet pink and white profusion of bloom that decked my old favourites.: [974, 241, 1104, 292]
- fitzpatrick-text: BOOTMAKER, Begs to return his sincere thanks to his friends, and to the general public, for their liberal support accorded to him since commencing business, and by paying strict attention, and quality to his customers, he asks their continuance in future. Also that they may find him in future in East street, next Orr and Co. (late Trickett), with a well selected stock of BOOTS and SHOES of every kind. Please note the Address: — FAMILY BOOT & SHOE DEPOT, EAST STREET (NEXT ORR AND CO.).: [146, 1113, 275, 1215]
